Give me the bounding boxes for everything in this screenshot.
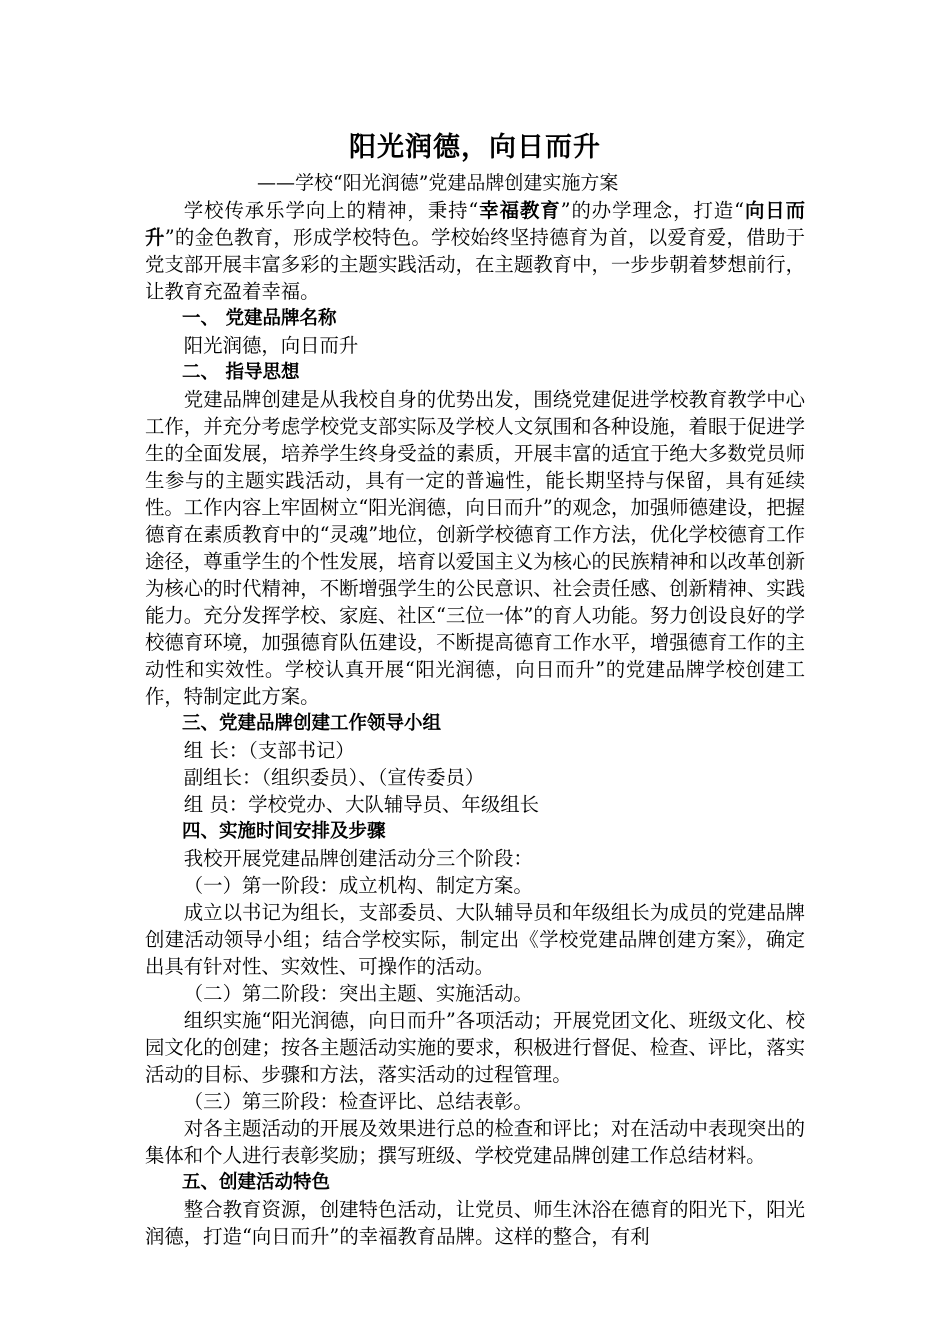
section-2-text: 党建品牌创建是从我校自身的优势出发，围绕党建促进学校教育教学中心工作，并充分考虑学校党支部实际及学校人文氛围和各种设施，着眼于促进学生的全面发展，培养学生终身受益的素质，开展丰富的适宜于绝大多数党员师生参与的主题实践活动，具有一定的普遍性，能长期坚持与保留，具有延续性。工作内容上牢固树立“阳光润德，向日而升”的观念，加强师德建设，把握德育在素质教育中的“灵魂”地位，创新学校德育工作方法，优化学校德育工作途径，尊重学生的个性发展，培育以爱国主义为核心的民族精神和以改革创新为核心的时代精神，不断增强学生的公民意识、社会责任感、创新精神、实践能力。充分发挥学校、家庭、社区“三位一体”的育人功能。努力创设良好的学校德育环境，加强德育队伍建设，不断提高德育工作水平，增强德育工作的主动性和实效性。学校认真开展“阳光润德，向日而升”的党建品牌学校创建工作，特制定此方案。 <box>145 388 805 708</box>
section-4-intro: 我校开展党建品牌创建活动分三个阶段： <box>183 847 533 870</box>
stage-3-text: 对各主题活动的开展及效果进行总的检查和评比；对在活动中表现突出的集体和个人进行表彰奖励；撰写班级、学校党建品牌创建工作总结材料。 <box>145 1117 805 1167</box>
intro-text-2: ”的办学理念，打造“ <box>560 199 745 222</box>
section-3-heading: 三、党建品牌创建工作领导小组 <box>182 713 442 734</box>
stage-1-text: 成立以书记为组长，支部委员、大队辅导员和年级组长为成员的党建品牌创建活动领导小组；结合学校实际，制定出《学校党建品牌创建方案》，确定出具有针对性、实效性、可操作的活动。 <box>145 901 805 978</box>
intro-text-3: ”的金色教育，形成学校特色。学校始终坚持德育为首，以爱育爱，借助于党支部开展丰富多彩的主题实践活动，在主题教育中，一步步朝着梦想前行，让教育充盈着幸福。 <box>145 226 805 303</box>
stage-3-title: （三）第三阶段：检查评比、总结表彰。 <box>183 1090 533 1113</box>
section-1-text: 阳光润德，向日而升 <box>183 334 359 357</box>
stage-1-title: （一）第一阶段：成立机构、制定方案。 <box>183 874 533 897</box>
leader-line: 组 长：（支部书记） <box>183 739 355 762</box>
section-4-heading: 四、实施时间安排及步骤 <box>182 821 386 842</box>
document-subtitle: ——学校“阳光润德”党建品牌创建实施方案 <box>257 172 619 194</box>
members-line: 组 员：学校党办、大队辅导员、年级组长 <box>183 793 539 816</box>
section-1-heading: 一、 党建品牌名称 <box>182 308 337 329</box>
intro-text-1: 学校传承乐学向上的精神，秉持“ <box>183 199 479 222</box>
section-5-text: 整合教育资源，创建特色活动，让党员、师生沐浴在德育的阳光下，阳光润德，打造“向日而升”的幸福教育品牌。这样的整合，有利 <box>145 1198 805 1248</box>
document-title: 阳光润德，向日而升 <box>349 132 601 163</box>
section-2-heading: 二、 指导思想 <box>182 362 300 383</box>
intro-emphasis-2: 向日而升 <box>145 199 806 249</box>
section-5-heading: 五、创建活动特色 <box>182 1172 331 1193</box>
deputy-line: 副组长：（组织委员）、（宣传委员） <box>183 766 485 789</box>
document-body <box>145 128 805 1250</box>
intro-emphasis-1: 幸福教育 <box>478 199 561 222</box>
stage-2-text: 组织实施“阳光润德，向日而升”各项活动；开展党团文化、班级文化、校园文化的创建；按各主题活动实施的要求，积极进行督促、检查、评比，落实活动的目标、步骤和方法，落实活动的过程管理。 <box>145 1009 805 1086</box>
intro-paragraph <box>145 197 805 305</box>
stage-2-title: （二）第二阶段：突出主题、实施活动。 <box>183 982 533 1005</box>
